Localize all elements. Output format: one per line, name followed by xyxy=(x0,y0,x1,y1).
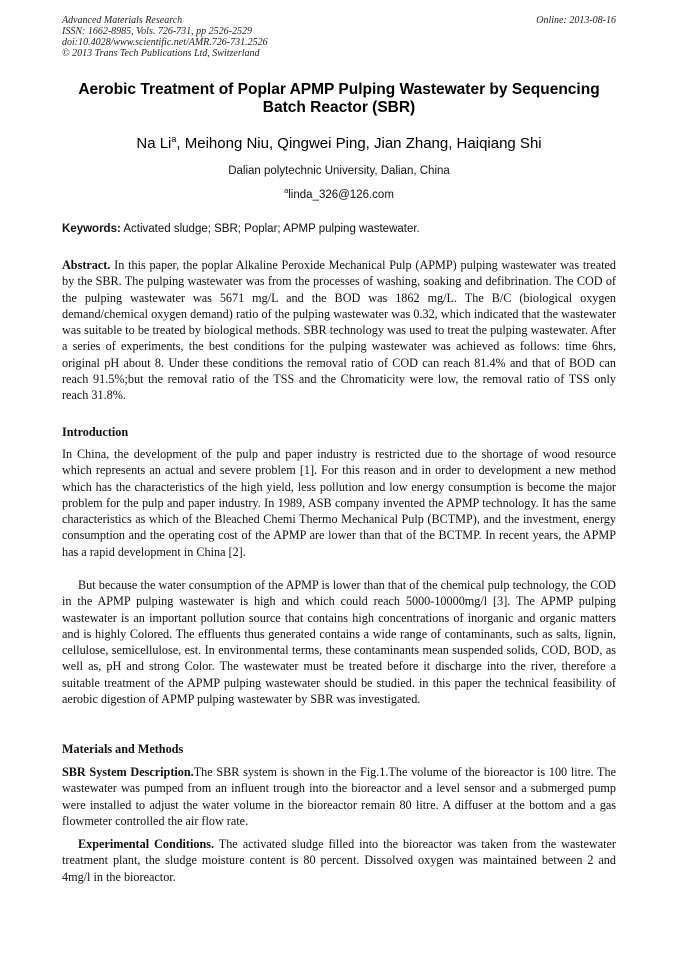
email-superscript: a xyxy=(284,186,289,195)
author-others: , Meihong Niu, Qingwei Ping, Jian Zhang, Haiqiang Shi xyxy=(176,135,542,152)
journal-name: Advanced Materials Research xyxy=(62,15,183,26)
experimental-conditions-label: Experimental Conditions. xyxy=(78,837,215,851)
copyright-line: © 2013 Trans Tech Publications Ltd, Switzerland xyxy=(62,48,260,59)
affiliation: Dalian polytechnic University, Dalian, China xyxy=(228,165,450,177)
doi-line: doi:10.4028/www.scientific.net/AMR.726-731.2526 xyxy=(62,37,268,48)
author-email xyxy=(62,184,616,202)
introduction-paragraph: In China, the development of the pulp and paper industry is restricted due to the shortage of wood resource which represents an actual and severe problem [1]. For this reason and in order to development a new method which has the characteristics of the high yield, less pollution and low energy consumption is become the major problem for the pulp and paper industry. In 1989, ASB company invented the APMP technology. It has the same characteristics as which of the Bleached Chemi Thermo Mechanical Pulp (BCTMP), and the investment, energy consumption and the operating cost of the APMP are lower than that of the BCTMP. In recent years, the APMP has a rapid development in China [2]. xyxy=(62,447,616,559)
section-heading-materials-methods: Materials and Methods xyxy=(62,742,184,756)
author-first-superscript: a xyxy=(171,134,177,144)
keywords-label: Keywords: xyxy=(62,223,121,235)
introduction-paragraph: But because the water consumption of the APMP is lower than that of the chemical pulp technology, the COD in the APMP pulping wastewater is high and which could reach 5000-10000mg/l [3]. The APMP pulping wastewater is an important pollution source that contains high concentrations of inorganic and organic matters and is highly Colored. The effluents thus generated contains a wide range of contaminants, such as salts, lignin, cellulose, semicellulose, est. In environmental terms, these contaminants mean suspended solids, COD, BOD, as well as, pH and strong Color. The wastewater must be treated before it discharge into the river, therefore a suitable treatment of the APMP pulping wastewater should be studied. in this paper the technical feasibility of aerobic digestion of APMP pulping wastewater by SBR was investigated. xyxy=(62,578,616,707)
online-date: Online: 2013-08-16 xyxy=(536,15,616,26)
abstract-text: In this paper, the poplar Alkaline Peroxide Mechanical Pulp (APMP) pulping wastewater was treated by the SBR. The pulping wastewater was from the processes of washing, soaking and defibrination. The COD of the pulping wastewater was 5671 mg/L and the BOD was 1862 mg/L. The B/C (biological oxygen demand/chemical oxygen demand) ratio of the pulping wastewater was 0.32, which indicated that the wastewater was suitable to be treated by biological methods. SBR technology was used to treat the pulping wastewater. After a series of experiments, the best conditions for the pulping wastewater was achieved as follows: time 6hrs, original pH about 8. Under these conditions the removal ratio of COD can reach 81.4% and that of BOD can reach 91.5%;but the removal ratio of the TSS and the Chromaticity were low, the removal ratio of TSS only reach 31.8%. xyxy=(62,258,616,403)
abstract xyxy=(62,257,616,404)
keywords xyxy=(62,222,616,236)
paper-title: Aerobic Treatment of Poplar APMP Pulping Wastewater by Sequencing Batch Reactor (SBR) xyxy=(78,81,600,116)
abstract-label: Abstract. xyxy=(62,258,111,272)
sbr-system-paragraph xyxy=(62,764,616,829)
sbr-system-label: SBR System Description. xyxy=(62,765,194,779)
issn-line: ISSN: 1662-8985, Vols. 726-731, pp 2526-2529 xyxy=(62,26,252,37)
experimental-conditions-text: The activated sludge filled into the bioreactor was taken from the wastewater treatment plant, the sludge moisture content is 80 percent. Dissolved oxygen was maintained between 2 and 4mg/l in the bioreactor. xyxy=(62,837,616,884)
email-address: linda_326@126.com xyxy=(288,188,394,201)
experimental-conditions-paragraph xyxy=(62,836,616,885)
sbr-system-text: The SBR system is shown in the Fig.1.The volume of the bioreactor is 100 litre. The wastewater was pumped from an influent trough into the bioreactor and a level sensor and a submerged pump were installed to adjust the water volume in the bioreactor remain 80 litre. A diffuser at the bottom and a gas flowmeter controlled the air flow rate. xyxy=(62,765,616,828)
author-first: Na Li xyxy=(136,135,172,152)
keywords-text: Activated sludge; SBR; Poplar; APMP pulping wastewater. xyxy=(120,223,420,235)
author-list xyxy=(62,130,616,153)
section-heading-introduction: Introduction xyxy=(62,425,129,439)
journal-header xyxy=(62,15,268,59)
